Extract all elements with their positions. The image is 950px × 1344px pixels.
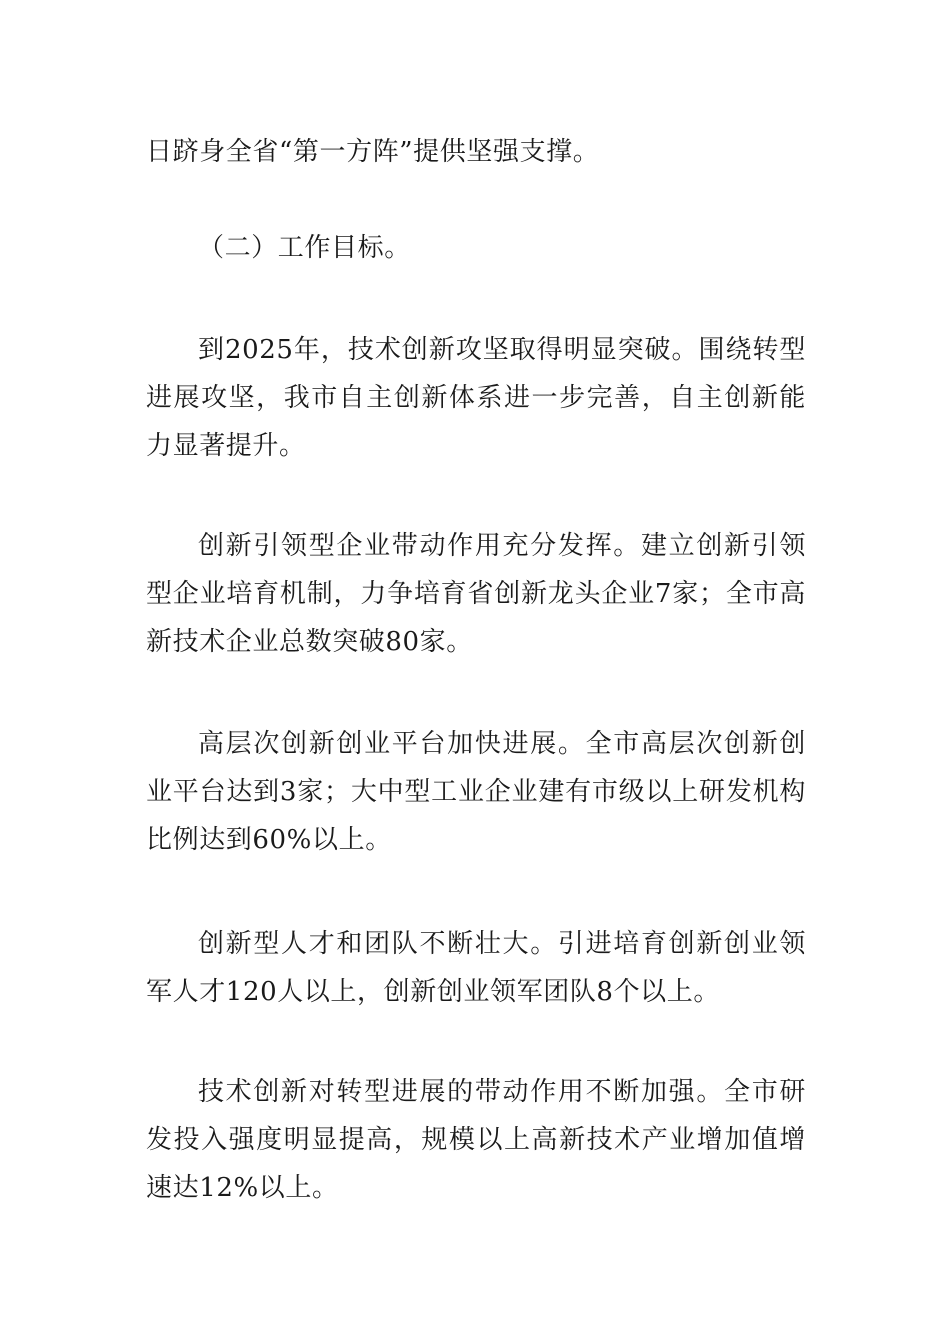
paragraph-continuation: 日跻身全省“第一方阵”提供坚强支撑。	[146, 137, 600, 167]
paragraph-innovative-enterprises: 创新引领型企业带动作用充分发挥。建立创新引领型企业培育机制，力争培育省创新龙头企业7家；全市高新技术企业总数突破80家。	[146, 531, 806, 657]
paragraph-talent-teams: 创新型人才和团队不断壮大。引进培育创新创业领军人才120人以上，创新创业领军团队8个以上。	[146, 929, 806, 1007]
paragraph-2025-goal: 到2025年，技术创新攻坚取得明显突破。围绕转型进展攻坚，我市自主创新体系进一步完善，自主创新能力显著提升。	[146, 335, 806, 461]
paragraph-transformation-driving: 技术创新对转型进展的带动作用不断加强。全市研发投入强度明显提高，规模以上高新技术产业增加值增速达12%以上。	[146, 1077, 806, 1203]
section-heading-work-goals: （二）工作目标。	[198, 233, 411, 263]
paragraph-innovation-platforms: 高层次创新创业平台加快进展。全市高层次创新创业平台达到3家；大中型工业企业建有市级以上研发机构比例达到60%以上。	[146, 729, 806, 855]
